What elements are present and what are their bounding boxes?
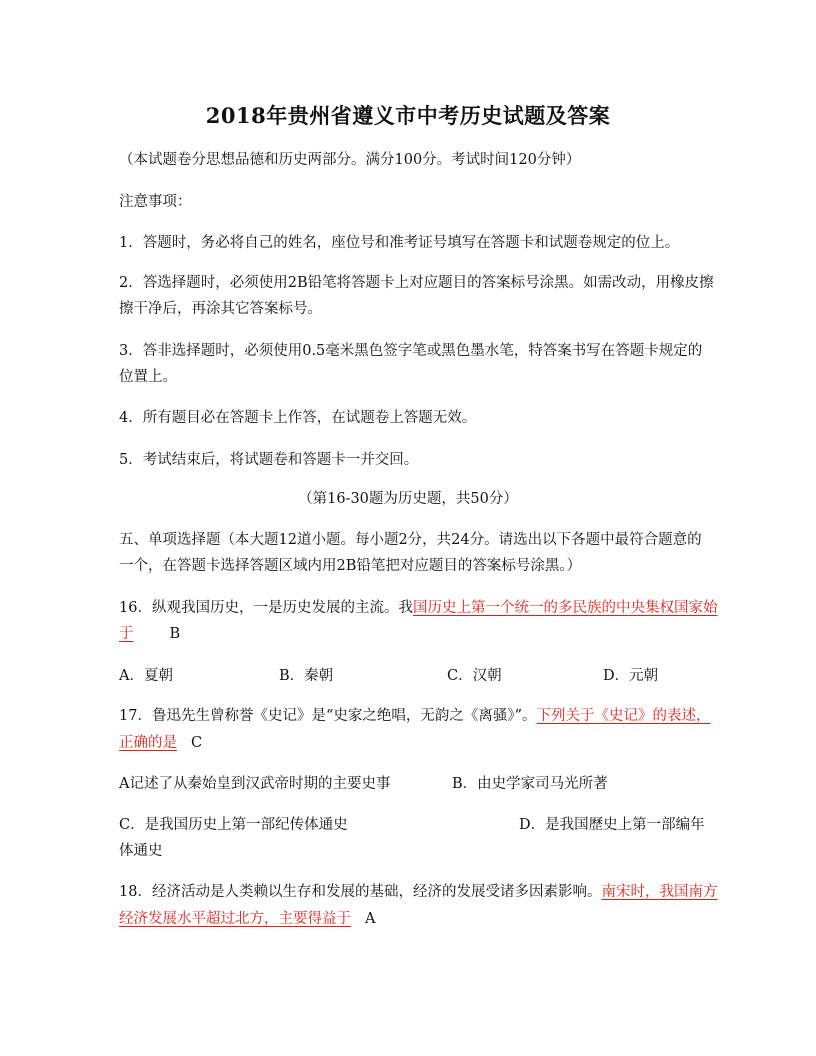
question-16-highlight: 国历史上第一个统一的多民族的中央集权国家始: [412, 600, 718, 616]
note-5: 5．考试结束后，将试题卷和答题卡一并交回。: [119, 452, 419, 468]
q16-option-b: B．秦朝: [279, 668, 334, 684]
q17-option-b: B．由史学家司马光所著: [452, 776, 608, 792]
question-16-line2: [119, 624, 180, 644]
section-heading-line2: 一个，在答题卡选择答题区域内用2B铅笔把对应题目的答案标号涂黑。）: [119, 558, 582, 574]
intro-text: （本试题卷分思想品德和历史两部分。满分100分。考试时间120分钟）: [119, 152, 581, 168]
question-18-line1: [119, 882, 717, 902]
note-2-line1: 2．答选择题时，必须使用2B铅笔将答题卡上对应题目的答案标号涂黑。如需改动，用橡皮擦: [119, 275, 714, 291]
section-heading-line1: 五、单项选择题（本大题12道小题。每小题2分，共24分。请选出以下各题中最符合题意的: [119, 532, 702, 548]
question-17-highlight-cont: 正确的是: [119, 735, 177, 751]
note-2-line2: 擦干净后，再涂其它答案标号。: [119, 301, 322, 317]
question-18-text: 18．经济活动是人类赖以生存和发展的基础，经济的发展受诸多因素影响。: [119, 884, 602, 900]
document-title: 2018年贵州省遵义市中考历史试题及答案: [205, 103, 611, 128]
question-18-highlight: 南宋时，我国南方: [601, 884, 718, 900]
question-16-text: 16．纵观我国历史，一是历史发展的主流。我: [119, 600, 413, 616]
q17-option-c: C．是我国历史上第一部纪传体通史: [119, 817, 348, 833]
question-17-line1: [119, 706, 711, 726]
question-16-highlight-cont: 于: [119, 626, 134, 642]
note-1: 1．答题时，务必将自己的姓名，座位号和准考证号填写在答题卡和试题卷规定的位上。: [119, 235, 680, 251]
question-16-answer: B: [169, 626, 181, 642]
question-18-answer: A: [365, 911, 376, 927]
note-3-line2: 位置上。: [119, 369, 177, 385]
notes-heading: 注意事项：: [119, 194, 192, 210]
question-17-highlight: 下列关于《史记》的表述，: [536, 708, 711, 724]
note-4: 4．所有题目必在答题卡上作答，在试题卷上答题无效。: [119, 410, 477, 426]
question-18-line2: [119, 909, 375, 929]
question-17-answer: C: [191, 735, 203, 751]
section-note: （第16-30题为历史题，共50分）: [298, 491, 518, 507]
q17-option-d: D．是我国歷史上第一部编年: [519, 817, 705, 833]
q16-option-d: D．元朝: [603, 668, 659, 684]
question-17-text: 17．鲁迅先生曾称誉《史记》是“史家之绝唱，无韵之《离骚》”。: [119, 708, 537, 724]
question-18-highlight-cont: 经济发展水平超过北方，主要得益于: [119, 911, 351, 927]
note-3-line1: 3．答非选择题时，必须使用0.5毫米黑色签字笔或黑色墨水笔，特答案书写在答题卡规定的: [119, 343, 703, 359]
question-16-line1: [119, 598, 717, 618]
q16-option-c: C．汉朝: [447, 668, 502, 684]
q17-option-d-cont: 体通史: [119, 843, 163, 859]
q16-option-a: A．夏朝: [119, 668, 173, 684]
question-17-line2: [119, 733, 202, 753]
q17-option-a: A记述了从秦始皇到汉武帝时期的主要史事: [119, 776, 391, 792]
